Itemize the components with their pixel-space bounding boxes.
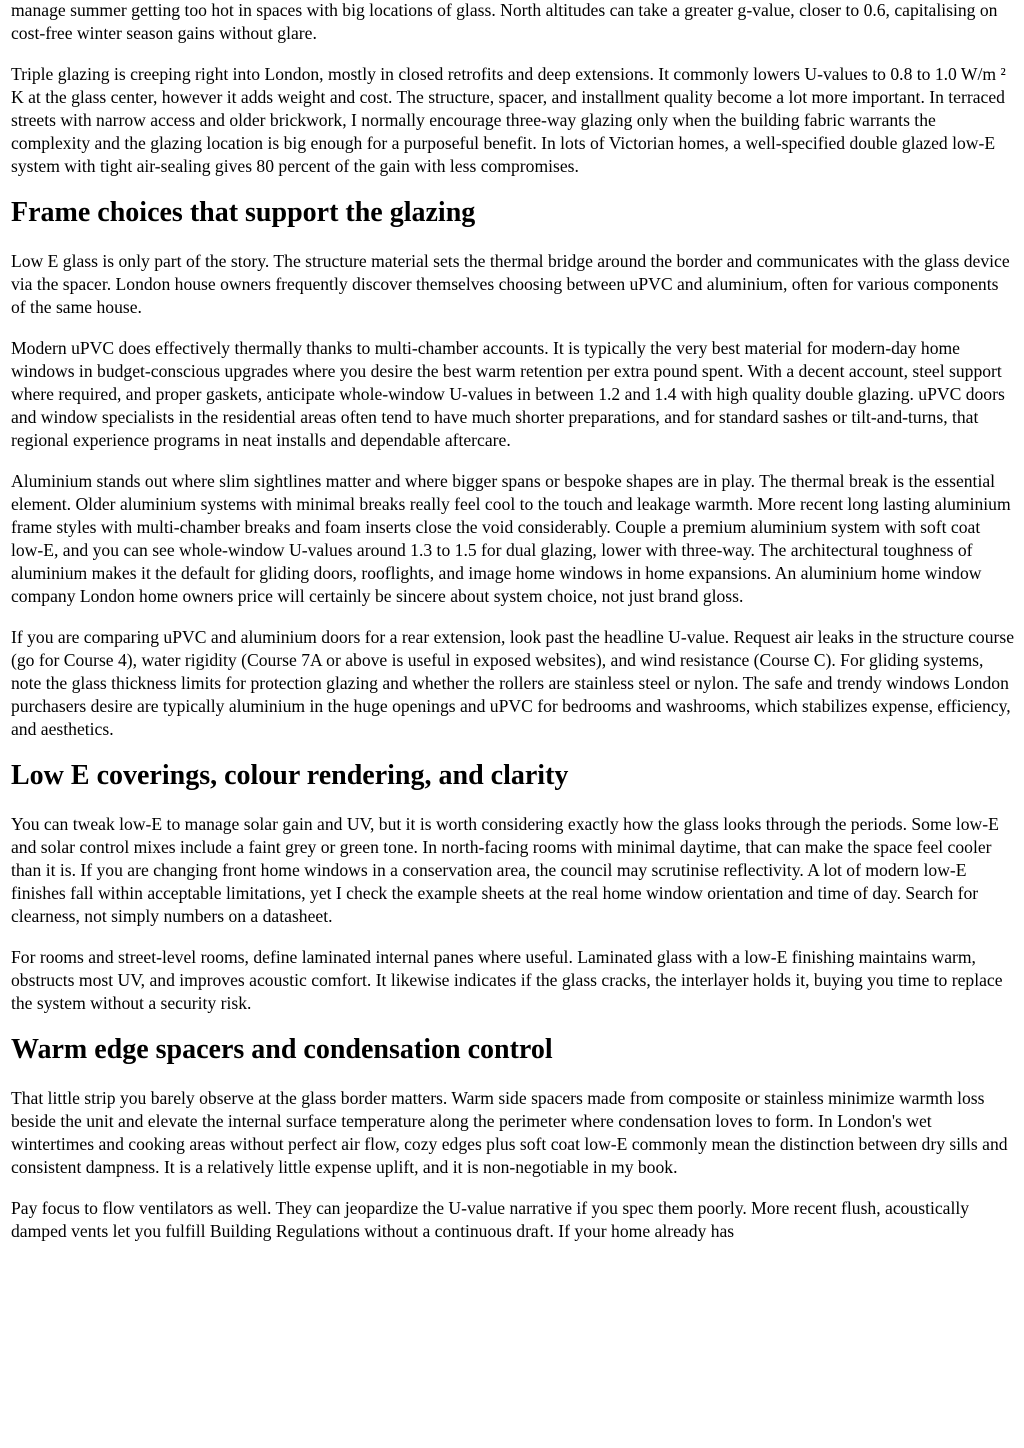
paragraph: That little strip you barely observe at the glass border matters. Warm side spacers made from composite or stainless minimize warmth loss beside the unit and elevate the internal surface temperature along the perimeter where condensation loves to form. In London's wet wintertimes and cooking areas without perfect air flow, cozy edges plus soft coat low-E commonly mean the distinction between dry sills and consistent dampness. It is a relatively little expense uplift, and it is non-negotiable in my book. — [11, 1088, 1008, 1177]
paragraph: You can tweak low-E to manage solar gain and UV, but it is worth considering exactly how the glass looks through the periods. Some low-E and solar control mixes include a faint grey or green tone. In north-facing rooms with minimal daytime, that can make the space feel cooler than it is. If you are changing front home windows in a conservation area, the council may scrutinise reflectivity. A lot of modern low-E finishes fall within acceptable limitations, yet I check the example sheets at the real home window orientation and time of day. Search for clearness, not simply numbers on a datasheet. — [11, 814, 999, 926]
section-heading: Low E coverings, colour rendering, and clarity — [11, 760, 569, 791]
paragraph: For rooms and street-level rooms, define laminated internal panes where useful. Laminated glass with a low-E finishing maintains warm, obstructs most UV, and improves acoustic comfort. It likewise indicates if the glass cracks, the interlayer holds it, buying you time to replace the system without a security risk. — [11, 947, 1003, 1013]
paragraph: Pay focus to flow ventilators as well. They can jeopardize the U-value narrative if you spec them poorly. More recent flush, acoustically damped vents let you fulfill Building Regulations without a continuous draft. If your home already has — [11, 1198, 970, 1241]
section-heading: Frame choices that support the glazing — [11, 197, 476, 228]
paragraph: Aluminium stands out where slim sightlines matter and where bigger spans or bespoke shapes are in play. The thermal break is the essential element. Older aluminium systems with minimal breaks really feel cool to the touch and leakage warmth. More recent long lasting aluminium frame styles with multi-chamber breaks and foam inserts close the void considerably. Couple a premium aluminium system with soft coat low-E, and you can see whole-window U-values around 1.3 to 1.5 for dual glazing, lower with three-way. The architectural toughness of aluminium makes it the default for gliding doors, rooflights, and image home windows in home expansions. An aluminium home window company London home owners price will certainly be sincere about system choice, not just brand gloss. — [11, 471, 1011, 606]
paragraph: manage summer getting too hot in spaces with big locations of glass. North altitudes can take a greater g-value, closer to 0.6, capitalising on cost-free winter season gains without glare. — [11, 0, 998, 43]
paragraph: Low E glass is only part of the story. The structure material sets the thermal bridge around the border and communicates with the glass device via the spacer. London house owners frequently discover themselves choosing between uPVC and aluminium, often for various components of the same house. — [11, 251, 1010, 317]
article-body — [11, 0, 1015, 1261]
paragraph: If you are comparing uPVC and aluminium doors for a rear extension, look past the headline U-value. Request air leaks in the structure course (go for Course 4), water rigidity (Course 7A or above is useful in exposed websites), and wind resistance (Course C). For gliding systems, note the glass thickness limits for protection glazing and whether the rollers are stainless steel or nylon. The safe and trendy windows London purchasers desire are typically aluminium in the huge openings and uPVC for bedrooms and washrooms, which stabilizes expense, efficiency, and aesthetics. — [11, 627, 1015, 739]
section-heading: Warm edge spacers and condensation control — [11, 1034, 553, 1065]
paragraph: Modern uPVC does effectively thermally thanks to multi-chamber accounts. It is typically the very best material for modern-day home windows in budget-conscious upgrades where you desire the best warm retention per extra pound spent. With a decent account, steel support where required, and proper gaskets, anticipate whole-window U-values in between 1.2 and 1.4 with high quality double glazing. uPVC doors and window specialists in the residential areas often tend to have much shorter preparations, and for standard sashes or tilt-and-turns, that regional experience programs in neat installs and dependable aftercare. — [11, 338, 1005, 450]
paragraph: Triple glazing is creeping right into London, mostly in closed retrofits and deep extensions. It commonly lowers U-values to 0.8 to 1.0 W/m ² K at the glass center, however it adds weight and cost. The structure, spacer, and installment quality become a lot more important. In terraced streets with narrow access and older brickwork, I normally encourage three-way glazing only when the building fabric warrants the complexity and the glazing location is big enough for a purposeful benefit. In lots of Victorian homes, a well-specified double glazed low-E system with tight air-sealing gives 80 percent of the gain with less compromises. — [11, 64, 1006, 176]
